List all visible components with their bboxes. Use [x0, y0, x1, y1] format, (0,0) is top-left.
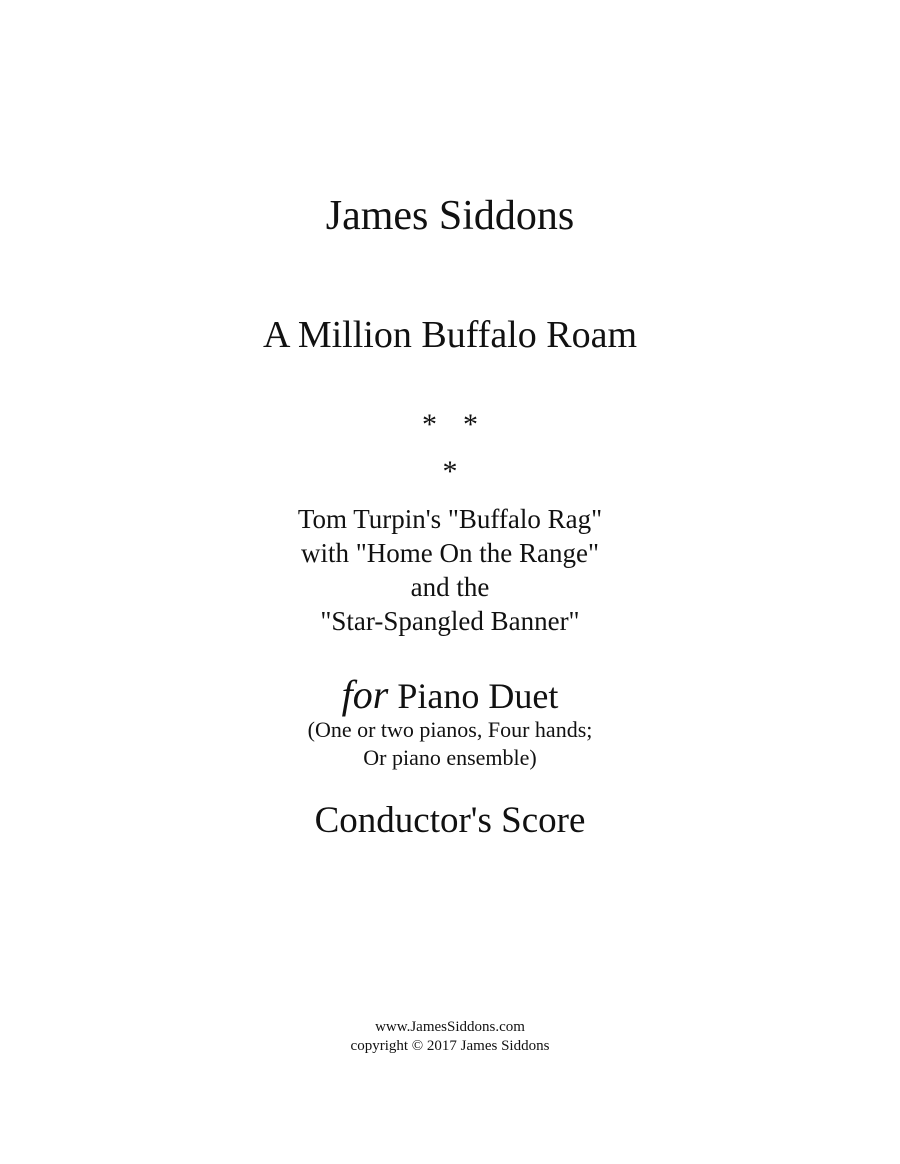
instrumentation-note-line: (One or two pianos, Four hands; [307, 717, 593, 742]
subtitle-block [0, 502, 900, 638]
footer-website: www.JamesSiddons.com [375, 1019, 525, 1035]
ornament-stars-top [0, 408, 900, 442]
subtitle-line: and the [410, 572, 490, 602]
instrumentation [0, 672, 900, 719]
composer-name: James Siddons [325, 193, 575, 239]
piece-title: A Million Buffalo Roam [262, 314, 638, 356]
instrumentation-note-line: Or piano ensemble) [363, 745, 537, 770]
subtitle-line: with "Home On the Range" [301, 538, 599, 568]
instrumentation-note [0, 716, 900, 772]
asterisk-left: * [422, 408, 437, 441]
ornament-star-bottom: * [442, 455, 458, 488]
asterisk-right: * [463, 408, 478, 441]
footer [0, 1018, 900, 1056]
subtitle-line: "Star-Spangled Banner" [320, 606, 580, 636]
instrumentation-main: Piano Duet [397, 676, 559, 716]
score-type: Conductor's Score [314, 800, 586, 841]
instrumentation-prefix: for [341, 672, 389, 717]
subtitle-line: Tom Turpin's "Buffalo Rag" [297, 504, 603, 534]
footer-copyright: copyright © 2017 James Siddons [350, 1038, 550, 1054]
